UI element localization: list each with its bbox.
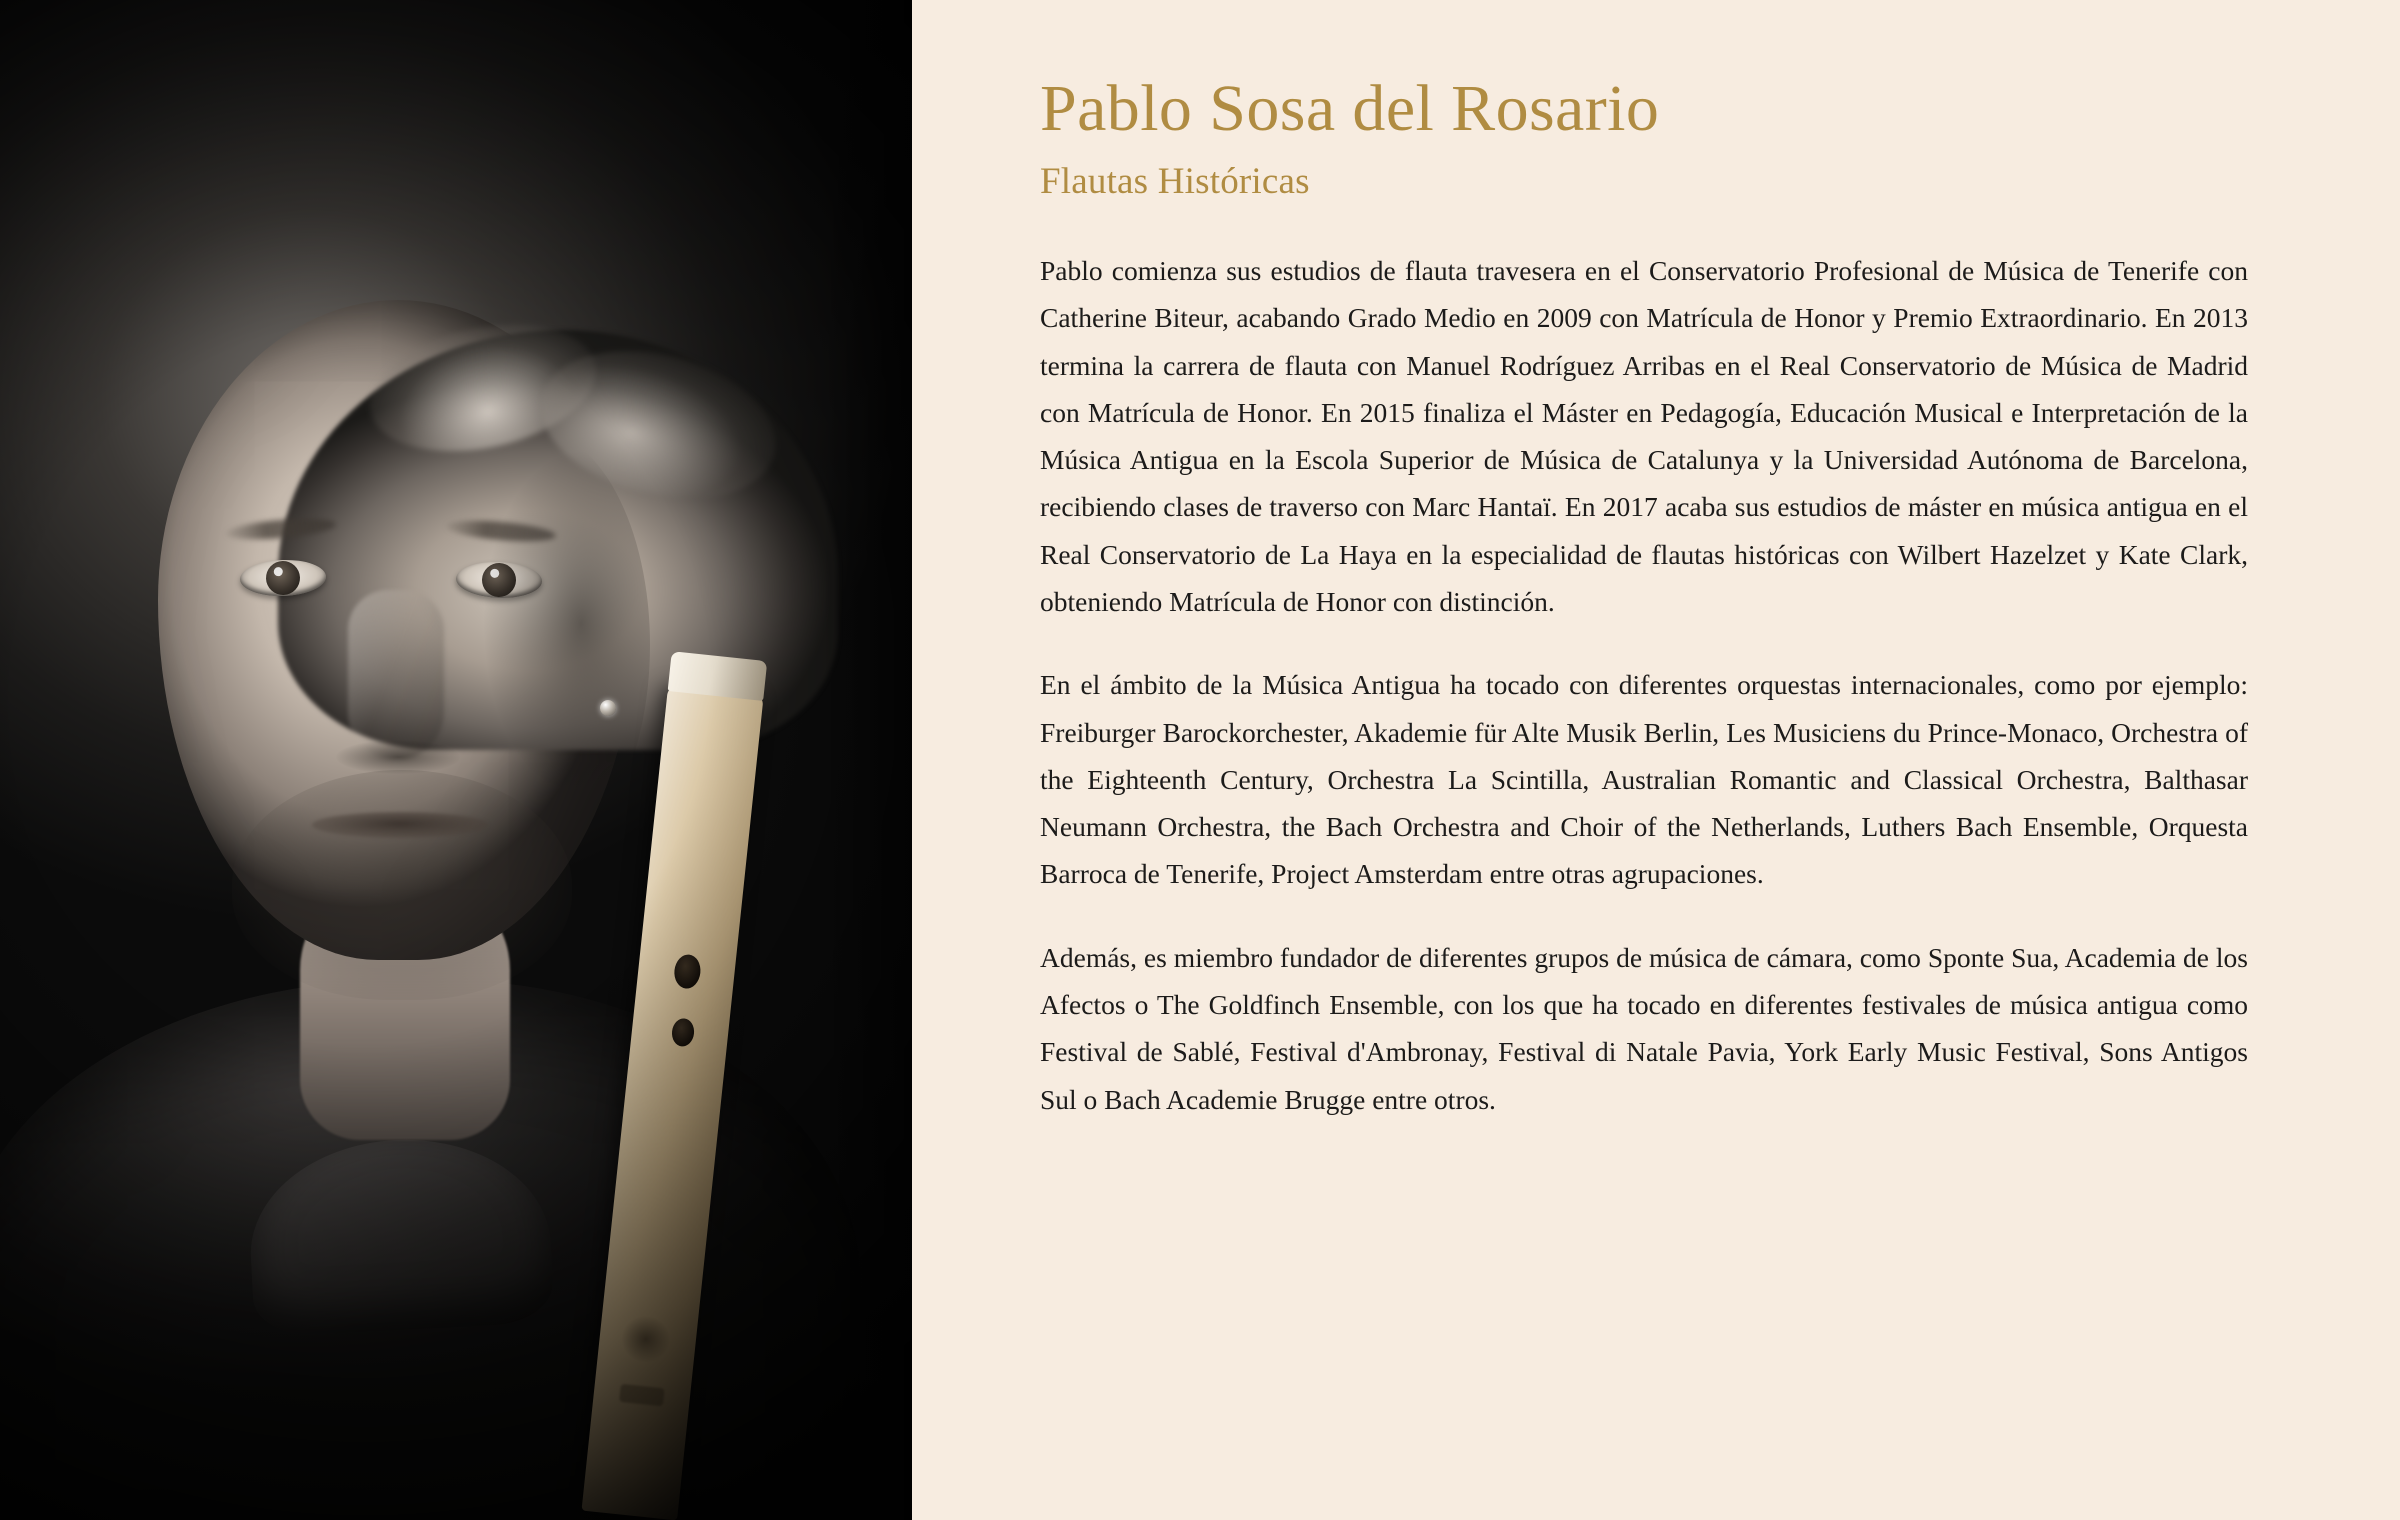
biography-text-pane bbox=[912, 0, 2400, 1520]
biography-paragraph: Además, es miembro fundador de diferentes grupos de música de cámara, como Sponte Sua, Academia de los Afectos o The Goldfinch Ensemble, con los que ha tocado en diferentes festivales de música antigua como Festival de Sablé, Festival d'Ambronay, Festival di Natale Pavia, York Early Music Festival, Sons Antigos Sul o Bach Academie Brugge entre otros. bbox=[1040, 941, 2248, 1115]
biography-body bbox=[1040, 247, 2248, 1123]
portrait-photo bbox=[0, 0, 912, 1520]
biography-paragraph: Pablo comienza sus estudios de flauta travesera en el Conservatorio Profesional de Música de Tenerife con Catherine Biteur, acabando Grado Medio en 2009 con Matrícula de Honor y Premio Extraordinario. En 2013 termina la carrera de flauta con Manuel Rodríguez Arribas en el Real Conservatorio de Música de Madrid con Matrícula de Honor. En 2015 finaliza el Máster en Pedagogía, Educación Musical e Interpretación de la Música Antigua en la Escola Superior de Música de Catalunya y la Universidad Autónoma de Barcelona, recibiendo clases de traverso con Marc Hantaï. En 2017 acaba sus estudios de máster en música antigua en el Real Conservatorio de La Haya en la especialidad de flautas históricas con Wilbert Hazelzet y Kate Clark, obteniendo Matrícula de Honor con distinción. bbox=[1040, 254, 2248, 617]
artist-name: Pablo Sosa del Rosario bbox=[1040, 72, 1660, 145]
photo-right-edge-fade bbox=[822, 0, 912, 1520]
biography-paragraph: En el ámbito de la Música Antigua ha tocado con diferentes orquestas internacionales, como por ejemplo: Freiburger Barockorchester, Akademie für Alte Musik Berlin, Les Musiciens du Prince-Monaco, Orchestra of the Eighteenth Century, Orchestra La Scintilla, Australian Romantic and Classical Orchestra, Balthasar Neumann Orchestra, the Bach Orchestra and Choir of the Netherlands, Luthers Bach Ensemble, Orquesta Barroca de Tenerife, Project Amsterdam entre otras agrupaciones. bbox=[1040, 669, 2248, 890]
photo-vignette bbox=[0, 0, 912, 1520]
artist-role: Flautas Históricas bbox=[1040, 160, 1310, 202]
